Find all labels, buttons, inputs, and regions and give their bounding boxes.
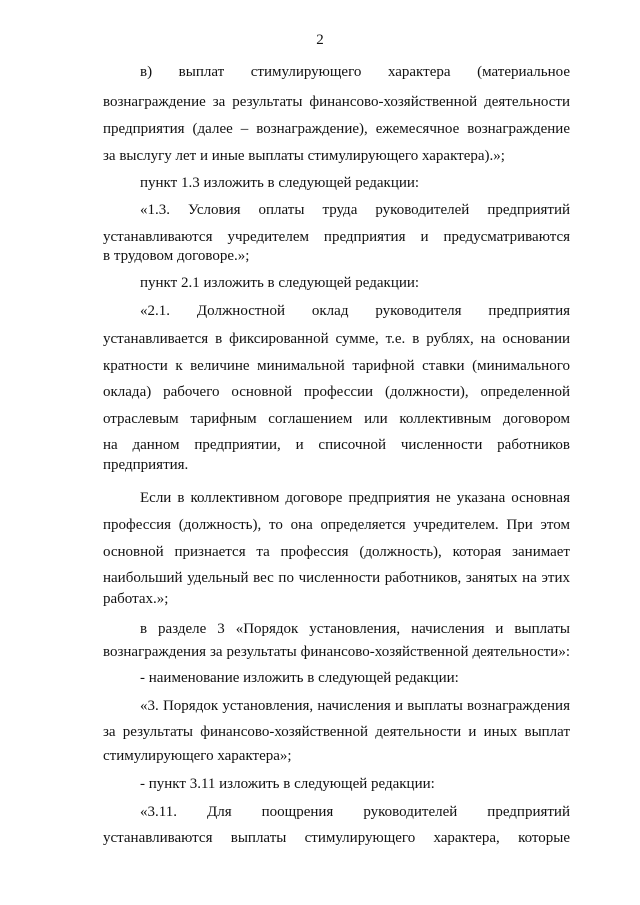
paragraph-line: в разделе 3 «Порядок установления, начисления и выплаты [140,621,570,637]
paragraph-line: на данном предприятии, и списочной численности работников [103,437,570,453]
paragraph-line: в) выплат стимулирующего характера (материальное [140,64,570,80]
paragraph-line: Если в коллективном договоре предприятия не указана основная [140,490,570,506]
paragraph-line: устанавливаются учредителем предприятия и предусматриваются [103,229,570,245]
paragraph-line: - наименование изложить в следующей редакции: [140,670,459,686]
paragraph-line: предприятия. [103,457,189,473]
paragraph-line: оклада) рабочего основной профессии (должности), определенной [103,384,570,400]
paragraph-line: кратности к величине минимальной тарифной ставки (минимального [103,358,570,374]
paragraph-line: за результаты финансово-хозяйственной деятельности и иных выплат [103,724,570,740]
paragraph-line: «3.11. Для поощрения руководителей предприятий [140,804,570,820]
paragraph-line: наибольший удельный вес по численности работников, занятых на этих [103,570,570,586]
paragraph-line: стимулирующего характера»; [103,748,292,764]
paragraph-line: «2.1. Должностной оклад руководителя предприятия [140,303,570,319]
paragraph-line: «3. Порядок установления, начисления и выплаты вознаграждения [140,698,570,714]
paragraph-line: в трудовом договоре.»; [103,248,250,264]
paragraph-line: устанавливается в фиксированной сумме, т.е. в рублях, на основании [103,331,570,347]
paragraph-line: профессия (должность), то она определяется учредителем. При этом [103,517,570,533]
paragraph-line: - пункт 3.11 изложить в следующей редакции: [140,776,435,792]
paragraph-line: за выслугу лет и иные выплаты стимулирующего характера).»; [103,148,505,164]
paragraph-line: пункт 2.1 изложить в следующей редакции: [140,275,420,291]
paragraph-line: вознаграждение за результаты финансово-хозяйственной деятельности [103,94,570,110]
paragraph-line: пункт 1.3 изложить в следующей редакции: [140,175,420,191]
paragraph-line: «1.3. Условия оплаты труда руководителей предприятий [140,202,570,218]
paragraph-line: отраслевым тарифным соглашением или коллективным договором [103,411,570,427]
page-number: 2 [316,32,324,48]
paragraph-line: предприятия (далее – вознаграждение), ежемесячное вознаграждение [103,121,570,137]
paragraph-line: вознаграждения за результаты финансово-хозяйственной деятельности»: [103,644,570,660]
paragraph-line: работах.»; [103,591,169,607]
paragraph-line: основной признается та профессия (должность), которая занимает [103,544,570,560]
paragraph-line: устанавливаются выплаты стимулирующего характера, которые [103,830,570,846]
